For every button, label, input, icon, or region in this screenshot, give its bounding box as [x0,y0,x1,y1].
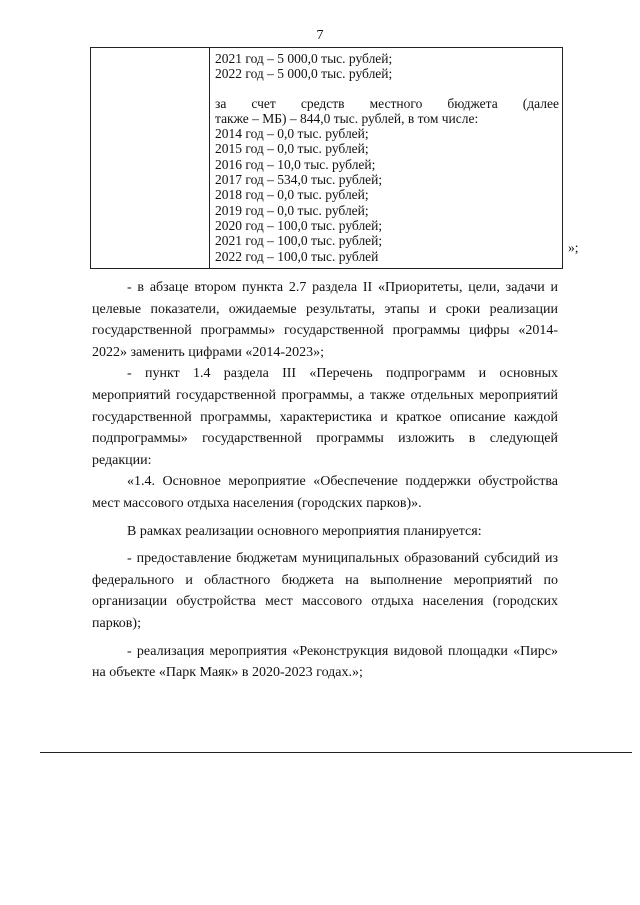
funding-line: 2020 год – 100,0 тыс. рублей; [215,217,383,233]
paragraph-3: «1.4. Основное мероприятие «Обеспечение поддержки обустройства мест массового отдыха населения (городских парков)». [92,474,558,511]
paragraph-4: В рамках реализации основного мероприятия планируется: [127,523,482,539]
funding-line: 2018 год – 0,0 тыс. рублей; [215,187,369,203]
funding-line: 2022 год – 100,0 тыс. рублей [215,248,379,264]
closing-quote: »; [568,240,579,255]
funding-line: 2021 год – 100,0 тыс. рублей; [215,233,383,249]
funding-line: 2016 год – 10,0 тыс. рублей; [215,156,376,172]
paragraph-6: - реализация мероприятия «Реконструкция видовой площадки «Пирс» на объекте «Парк Маяк» в 2020-2023 годах.»; [92,643,558,681]
spacer [215,82,559,96]
funding-line: 2015 год – 0,0 тыс. рублей; [215,141,369,157]
paragraph-1: - в абзаце втором пункта 2.7 раздела II «Приоритеты, цели, задачи и целевые показатели, ожидаемые результаты, этапы и сроки реализации государственной программы» государственной программы цифры «2014-2022» заменить цифрами «2014-2023»; [92,280,558,360]
funding-table [90,47,563,269]
funding-cell [215,51,559,264]
paragraph-5: - предоставление бюджетам муниципальных образований субсидий из федерального и областного бюджета на выполнение мероприятий по организации обустройства мест массового отдыха населения (городских парков); [92,551,558,631]
document-body [92,277,558,684]
mb-intro-line: за счет средств местного бюджета (далее [215,95,559,111]
funding-line: 2021 год – 5 000,0 тыс. рублей; [215,51,393,66]
funding-line: 2014 год – 0,0 тыс. рублей; [215,126,369,142]
funding-line: 2022 год – 5 000,0 тыс. рублей; [215,66,393,82]
funding-line: 2017 год – 534,0 тыс. рублей; [215,172,383,188]
page-number: 7 [316,28,324,43]
footer-rule [40,752,632,753]
paragraph-2: - пункт 1.4 раздела III «Перечень подпрограмм и основных мероприятий государственной программы, а также отдельных мероприятий государственной программы, характеристика и краткое описание каждой подпрограммы» государственной программы изложить в следующей редакции: [92,366,558,468]
table-column-divider [209,48,210,268]
mb-intro-line: также – МБ) – 844,0 тыс. рублей, в том числе: [215,110,479,126]
funding-line: 2019 год – 0,0 тыс. рублей; [215,202,369,218]
